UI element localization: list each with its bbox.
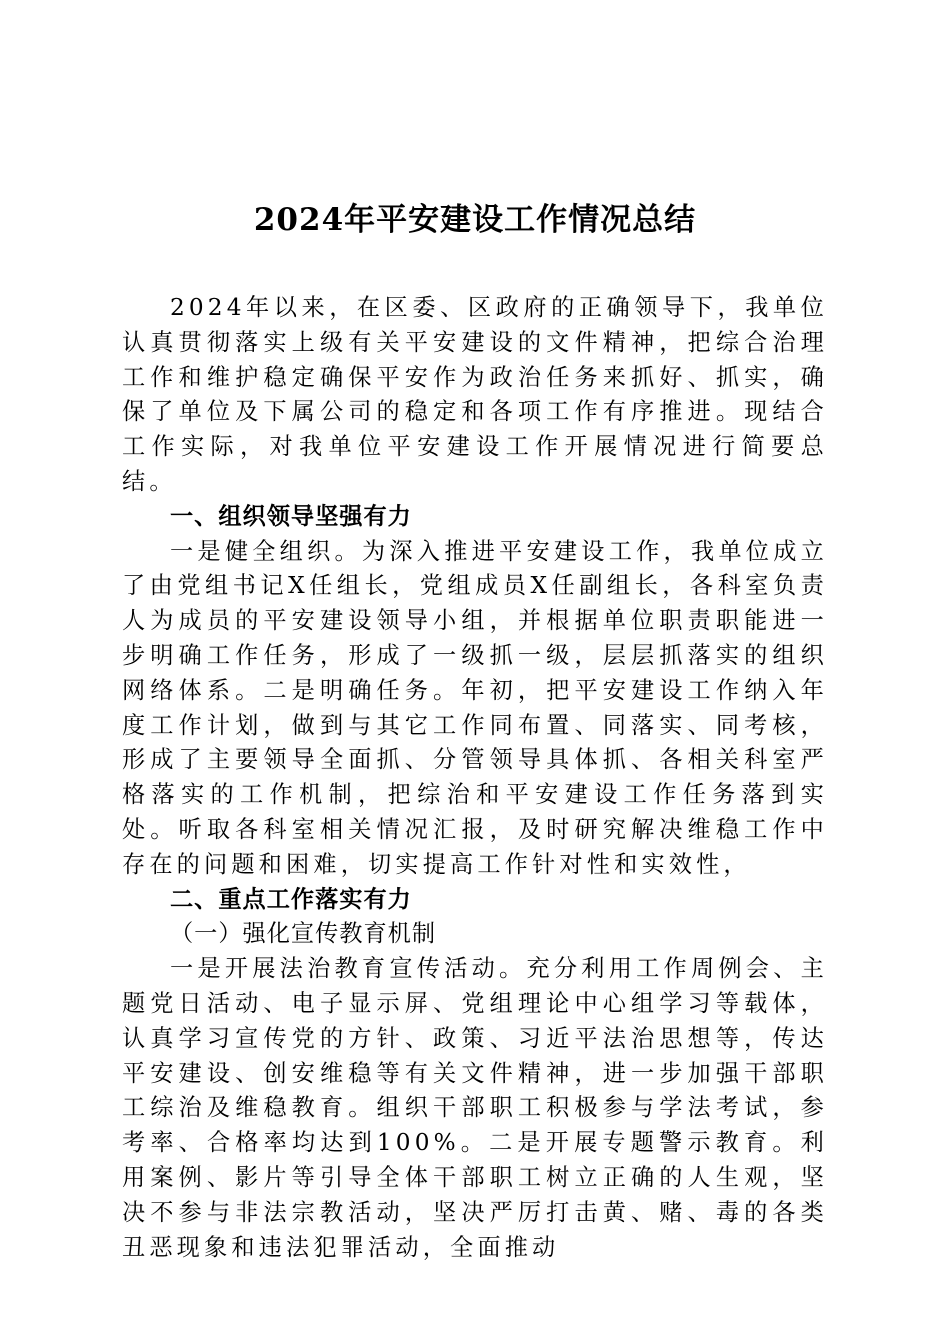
document-body (122, 291, 828, 1265)
section-heading-1: 一、组织领导坚强有力 (170, 502, 412, 530)
section-1-paragraph: 一是健全组织。为深入推进平安建设工作，我单位成立了由党组书记X任组长，党组成员X任副组长，各科室负责人为成员的平安建设领导小组，并根据单位职责职能进一步明确工作任务，形成了一级抓一级，层层抓落实的组织网络体系。二是明确任务。年初，把平安建设工作纳入年度工作计划，做到与其它工作同布置、同落实、同考核，形成了主要领导全面抓、分管领导具体抓、各相关科室严格落实的工作机制，把综治和平安建设工作任务落到实处。听取各科室相关情况汇报，及时研究解决维稳工作中存在的问题和困难，切实提高工作针对性和实效性， (122, 537, 828, 878)
subsection-heading-1: （一）强化宣传教育机制 (170, 920, 437, 948)
intro-paragraph: 2024年以来，在区委、区政府的正确领导下，我单位认真贯彻落实上级有关平安建设的文件精神，把综合治理工作和维护稳定确保平安作为政治任务来抓好、抓实，确保了单位及下属公司的稳定和各项工作有序推进。现结合工作实际，对我单位平安建设工作开展情况进行简要总结。 (122, 294, 828, 495)
subsection-1-paragraph: 一是开展法治教育宣传活动。充分利用工作周例会、主题党日活动、电子显示屏、党组理论中心组学习等载体，认真学习宣传党的方针、政策、习近平法治思想等，传达平安建设、创安维稳等有关文件精神，进一步加强干部职工综治及维稳教育。组织干部职工积极参与学法考试，参考率、合格率均达到100%。二是开展专题警示教育。利用案例、影片等引导全体干部职工树立正确的人生观，坚决不参与非法宗教活动，坚决严厉打击黄、赌、毒的各类丑恶现象和违法犯罪活动，全面推动 (122, 955, 828, 1261)
section-heading-2: 二、重点工作落实有力 (170, 885, 412, 913)
document-title: 2024年平安建设工作情况总结 (253, 202, 697, 238)
